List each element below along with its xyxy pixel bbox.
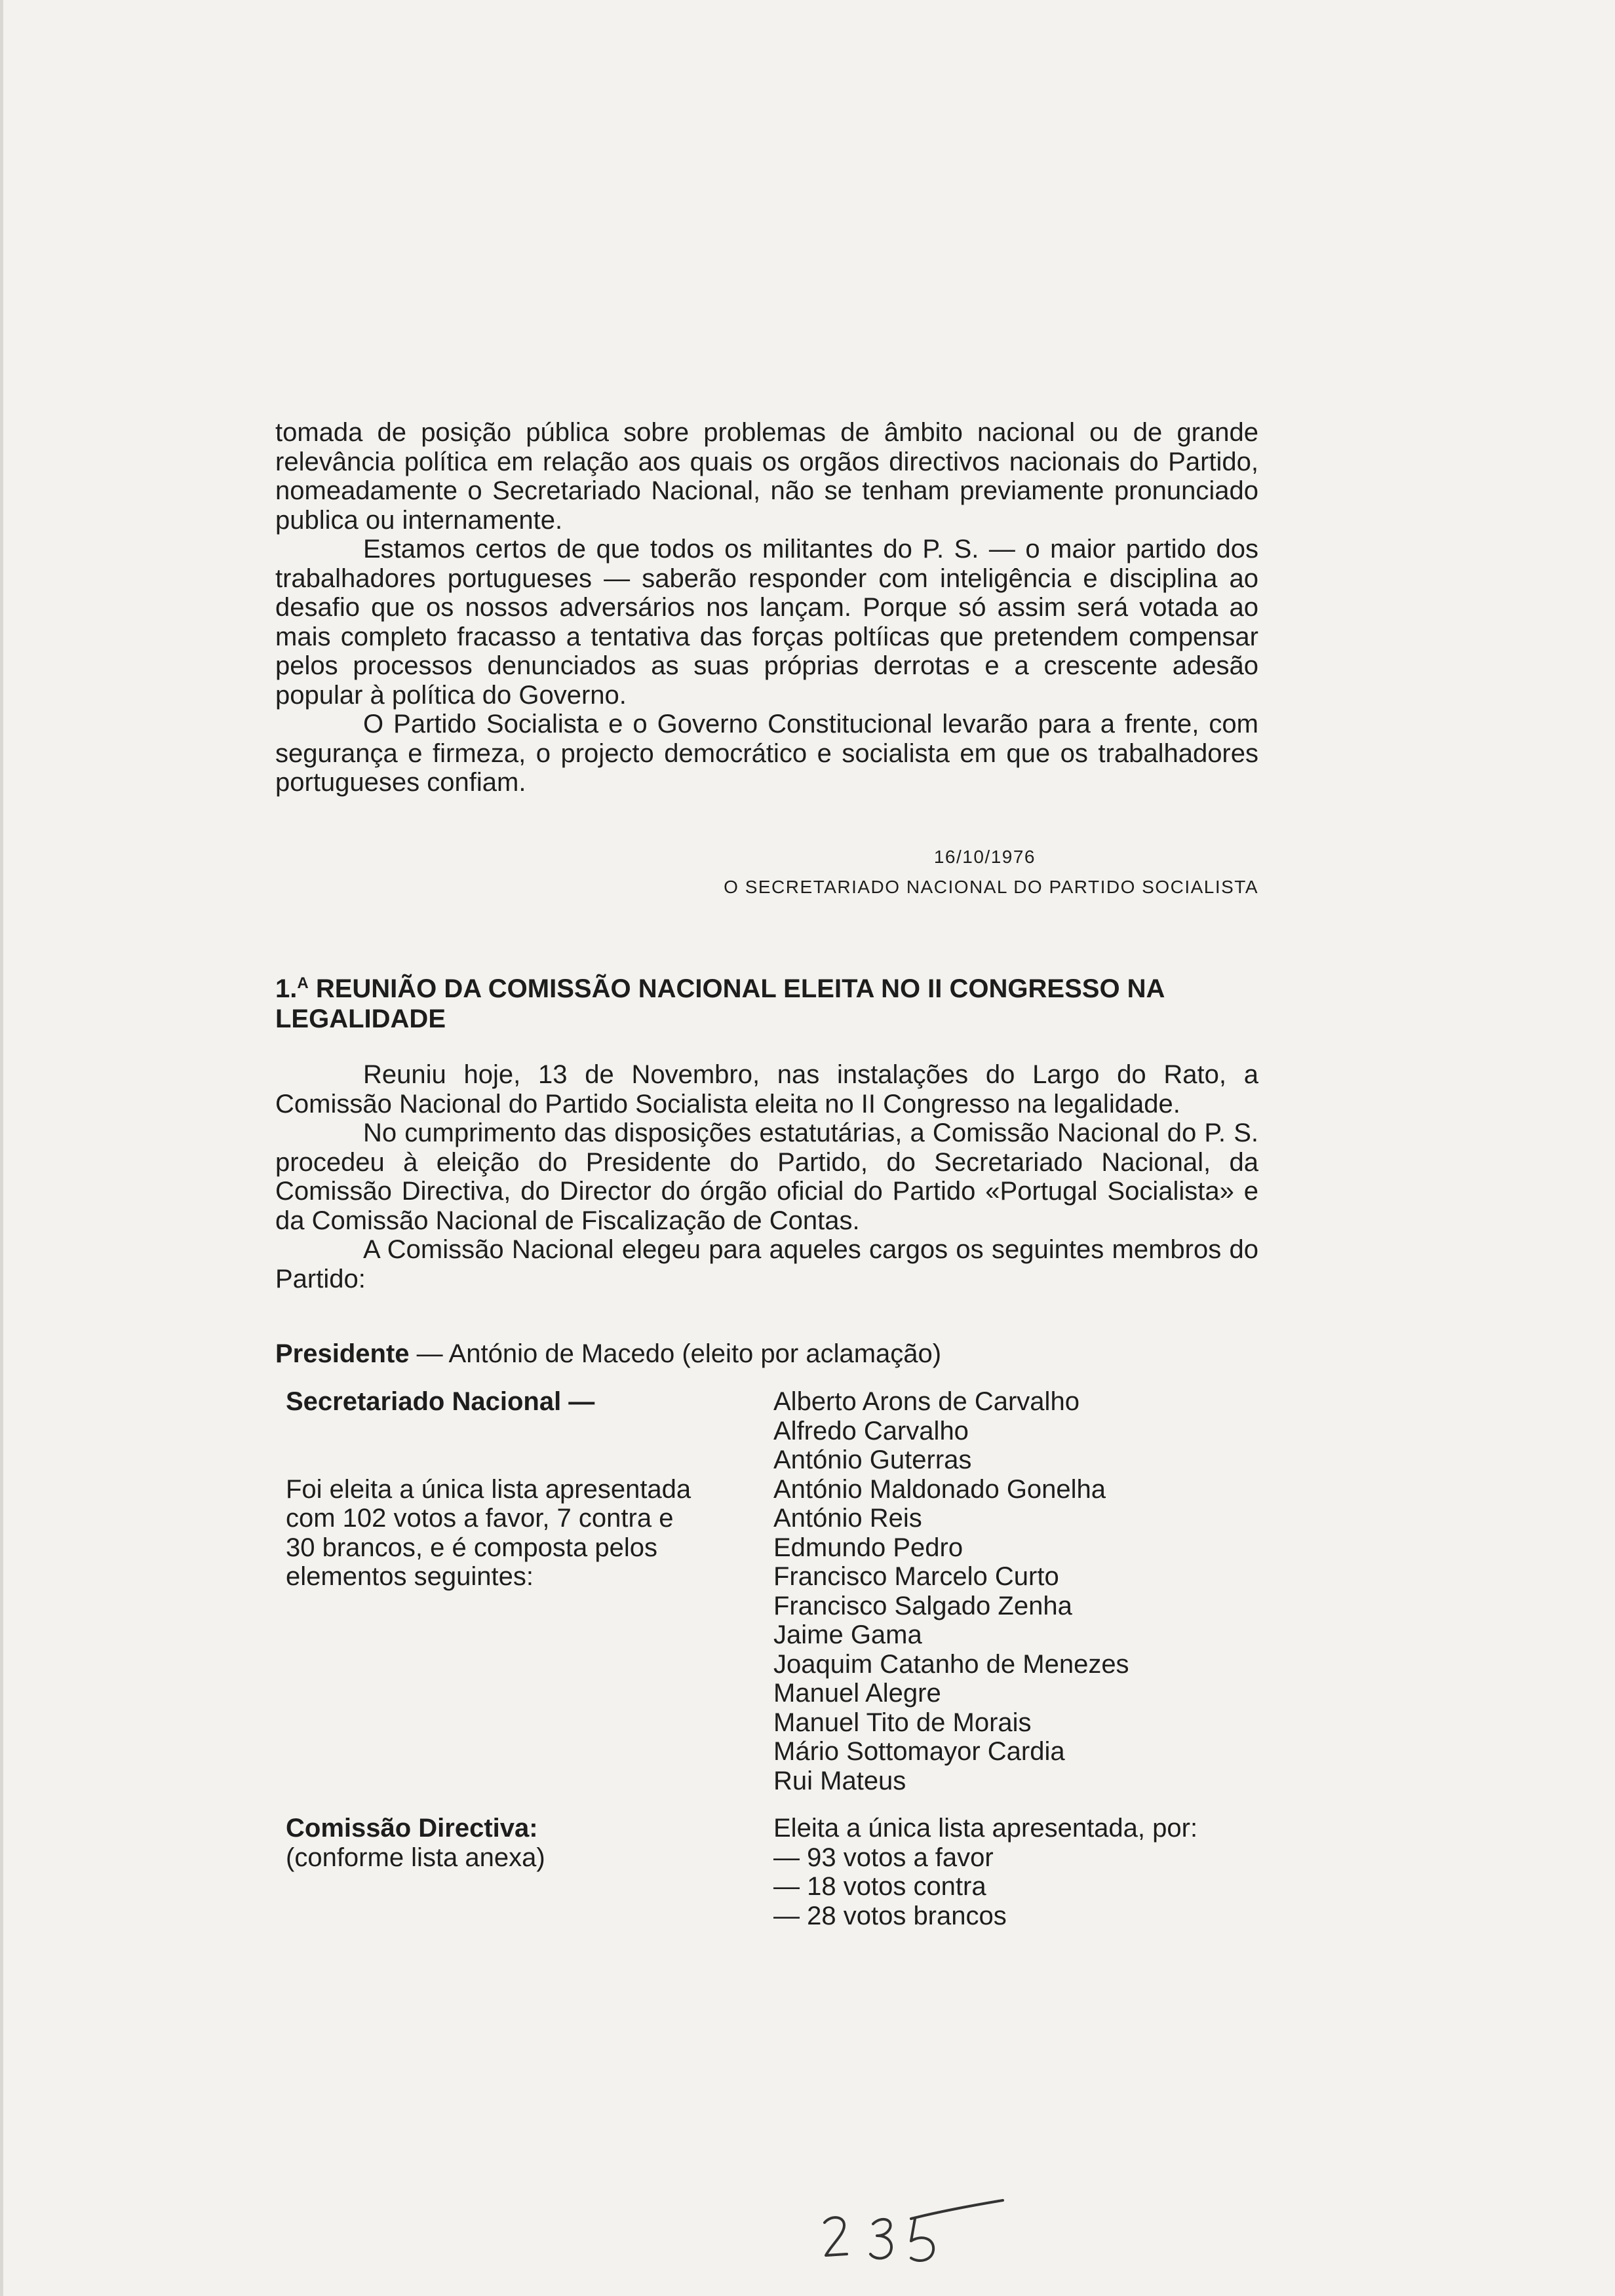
signature-date: 16/10/1976 [933,847,1036,867]
secretariado-left [286,1387,745,1592]
secretariado-label: Secretariado Nacional — [286,1387,595,1416]
secretariado-members [773,1387,1272,1795]
heading-text: REUNIÃO DA COMISSÃO NACIONAL ELEITA NO II CONGRESSO NA LEGALIDADE [275,974,1164,1033]
comissao-result-title: Eleita a única lista apresentada, por: [773,1814,1198,1843]
member-name: Alfredo Carvalho [773,1416,969,1445]
vote-line: — 93 votos a favor [773,1843,994,1872]
body-paragraph-2: No cumprimento das disposições estatutárias, a Comissão Nacional do P. S. procedeu à eleição do Presidente do Partido, do Secretariado Nacional, da Comissão Directiva, do Director do órgão oficial do Partido «Portugal Socialista» e da Comissão Nacional de Fiscalização de Contas. [275,1119,1258,1235]
member-name: Joaquim Catanho de Menezes [773,1649,1129,1679]
member-name: António Guterras [773,1445,972,1474]
presidente-label: Presidente [275,1339,410,1368]
handwritten-page-number [813,2195,1016,2274]
vote-line: — 18 votos contra [773,1872,986,1901]
comissao-left [286,1814,745,1872]
member-name: Jaime Gama [773,1620,922,1649]
member-name: Alberto Arons de Carvalho [773,1387,1080,1416]
meeting-body [275,1060,1258,1293]
member-name: Manuel Alegre [773,1679,941,1708]
vote-line: — 28 votos brancos [773,1901,1007,1930]
secretariado-note-line: elementos seguintes: [286,1562,534,1591]
member-name: António Reis [773,1504,922,1533]
signature-name: O SECRETARIADO NACIONAL DO PARTIDO SOCIALISTA [724,877,1258,897]
member-name: Mário Sottomayor Cardia [773,1737,1065,1766]
signature-block [577,842,1258,902]
comissao-result [773,1814,1272,1930]
member-name: António Maldonado Gonelha [773,1474,1106,1504]
secretariado-note-line: Foi eleita a única lista apresentada [286,1474,691,1504]
intro-paragraph-2: Estamos certos de que todos os militantes do P. S. — o maior partido dos trabalhadores portugueses — saberão responder com inteligência e disciplina ao desafio que os nossos adversários nos lançam. Porque só assim será votada ao mais completo fracasso a tentativa das forças poltíicas que pretendem compensar pelos processos denunciados as suas próprias derrotas e a crescente adesão popular à política do Governo. [275,535,1258,710]
body-paragraph-1: Reuniu hoje, 13 de Novembro, nas instalações do Largo do Rato, a Comissão Nacional do Partido Socialista eleita no II Congresso na legalidade. [275,1060,1258,1119]
intro-section [275,418,1258,797]
intro-paragraph-3: O Partido Socialista e o Governo Constitucional levarão para a frente, com segurança e firmeza, o projecto democrático e socialista em que os trabalhadores portugueses confiam. [275,710,1258,797]
member-name: Manuel Tito de Morais [773,1708,1032,1737]
scan-edge [0,0,3,2296]
body-paragraph-3: A Comissão Nacional elegeu para aqueles cargos os seguintes membros do Partido: [275,1235,1258,1293]
member-name: Edmundo Pedro [773,1533,963,1562]
comissao-sublabel: (conforme lista anexa) [286,1843,545,1872]
intro-paragraph-1: tomada de posição pública sobre problemas de âmbito nacional ou de grande relevância política em relação aos quais os orgãos directivos nacionais do Partido, nomeadamente o Secretariado Nacional, não se tenham previamente pronunciado publica ou internamente. [275,418,1258,535]
presidente-text: — António de Macedo (eleito por aclamação) [409,1339,942,1368]
comissao-label: Comissão Directiva: [286,1814,538,1843]
secretariado-note-line: 30 brancos, e é composta pelos [286,1533,658,1562]
section-heading [275,968,1258,1034]
member-name: Francisco Marcelo Curto [773,1562,1059,1591]
heading-superscript: A [297,974,309,992]
heading-number: 1. [275,974,298,1003]
member-name: Rui Mateus [773,1766,906,1795]
presidente-line [275,1339,941,1369]
secretariado-note-line: com 102 votos a favor, 7 contra e [286,1504,674,1533]
member-name: Francisco Salgado Zenha [773,1591,1072,1620]
